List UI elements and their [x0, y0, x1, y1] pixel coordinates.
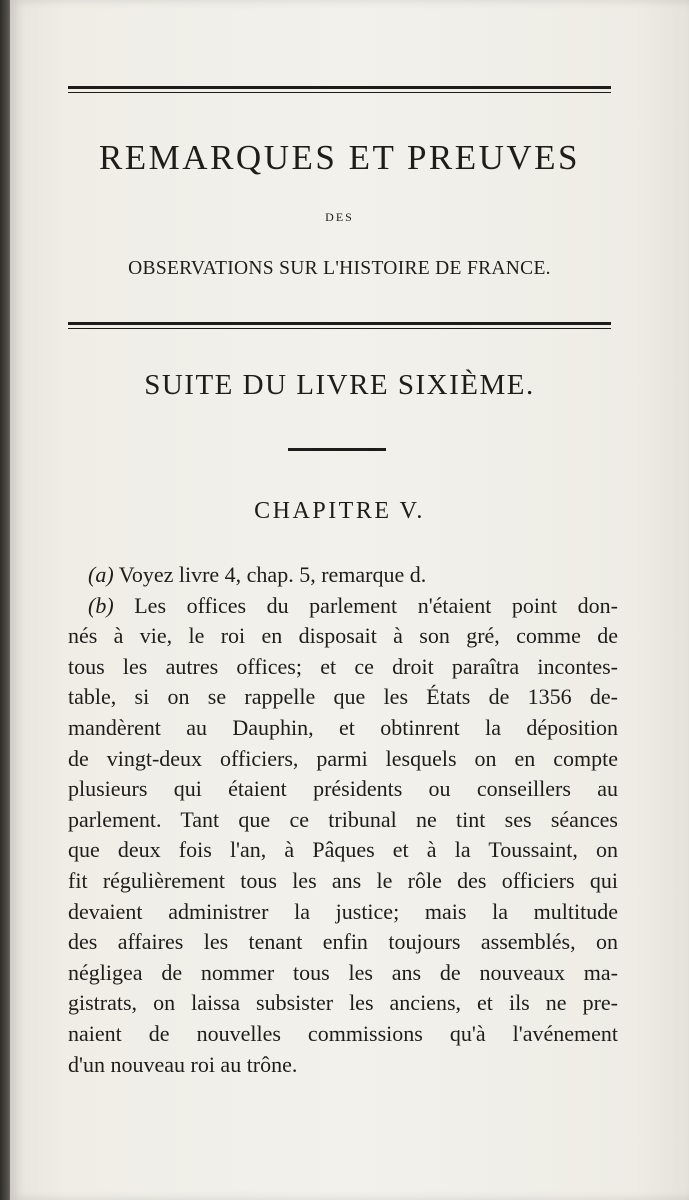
note-b-line-6: de vingt-deux officiers, parmi lesquels on en compte	[68, 745, 618, 771]
note-b-line-9: que deux fois l'an, à Pâques et à la Toussaint, on	[68, 837, 618, 863]
page-subtitle: OBSERVATIONS SUR L'HISTOIRE DE FRANCE.	[128, 258, 551, 279]
note-b-line-14: gistrats, on laissa subsister les anciens, et ils ne pre-	[68, 990, 618, 1016]
note-b-line-11: devaient administrer la justice; mais la multitude	[68, 898, 618, 924]
note-b-marker: (b)	[88, 592, 114, 618]
note-b-line-4: table, si on se rappelle que les États de 1356 de-	[68, 684, 618, 710]
note-b-line-2: nés à vie, le roi en disposait à son gré, comme de	[68, 623, 618, 649]
note-b-line-16: d'un nouveau roi au trône.	[68, 1051, 298, 1077]
note-b-line-8: parlement. Tant que ce tribunal ne tint ses séances	[68, 806, 618, 832]
note-a-text: Voyez livre 4, chap. 5, remarque d.	[118, 562, 427, 587]
book-page	[10, 0, 689, 1200]
note-body	[68, 560, 619, 1080]
note-b-line-13: négligea de nommer tous les ans de nouveaux ma-	[68, 959, 618, 985]
note-b-line-1-text: Les offices du parlement n'étaient point don-	[134, 592, 619, 618]
note-b-line-15: naient de nouvelles commissions qu'à l'avénement	[68, 1020, 618, 1046]
note-b-line-7: plusieurs qui étaient présidents ou conseillers au	[68, 776, 618, 802]
section-title: SUITE DU LIVRE SIXIÈME.	[144, 369, 535, 401]
title-connector: DES	[325, 210, 354, 224]
note-a	[88, 560, 618, 591]
note-b-line-12: des affaires les tenant enfin toujours assemblés, on	[68, 929, 618, 955]
note-b-line-10: fit régulièrement tous les ans le rôle des officiers qui	[68, 867, 618, 893]
note-b-line-3: tous les autres offices; et ce droit paraîtra incontes-	[68, 653, 618, 679]
section-divider	[288, 448, 386, 451]
note-b-line-5: mandèrent au Dauphin, et obtinrent la déposition	[68, 714, 618, 740]
header-bottom-double-rule	[68, 322, 611, 329]
page-title: REMARQUES ET PREUVES	[98, 138, 581, 177]
note-b-line-1	[88, 591, 618, 622]
note-a-marker: (a)	[88, 562, 114, 587]
header-top-double-rule	[68, 86, 611, 93]
chapter-heading: CHAPITRE V.	[254, 498, 425, 524]
